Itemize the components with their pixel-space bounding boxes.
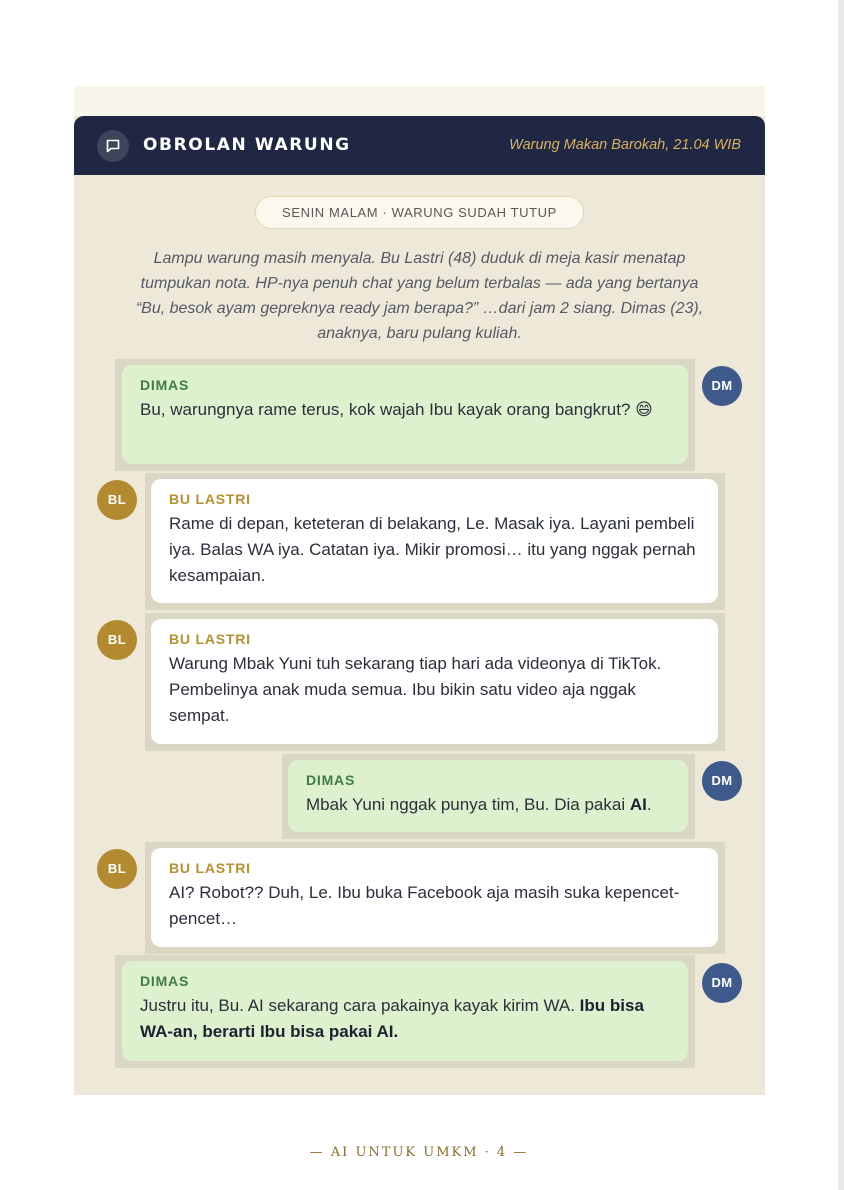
- avatar-bu-lastri: BL: [97, 849, 137, 889]
- message-sender: DIMAS: [140, 377, 190, 393]
- page-footer: — AI UNTUK UMKM · 4 —: [309, 1145, 529, 1160]
- message-sender: DIMAS: [140, 973, 190, 989]
- panel-top-strip: [74, 86, 765, 116]
- emphasis-text: Ibu bisa WA-an, berarti Ibu bisa pakai AI.: [140, 996, 644, 1041]
- date-pill: SENIN MALAM · WARUNG SUDAH TUTUP: [255, 196, 584, 229]
- avatar-dimas: DM: [702, 963, 742, 1003]
- message-text: AI? Robot?? Duh, Le. Ibu buka Facebook aja masih suka kepencet-pencet…: [169, 883, 680, 928]
- message-sender: BU LASTRI: [169, 860, 251, 876]
- chat-icon: [97, 130, 129, 162]
- chat-header: [74, 116, 765, 175]
- chat-panel: [74, 86, 765, 1095]
- page-edge: [838, 0, 844, 1190]
- message-text: Justru itu, Bu. AI sekarang cara pakainya kayak kirim WA. Ibu bisa WA-an, berarti Ibu bisa pakai AI.: [140, 996, 644, 1041]
- message-bubble-dimas: [122, 961, 688, 1061]
- message-row-bu-lastri: [145, 473, 725, 610]
- message-sender: BU LASTRI: [169, 631, 251, 647]
- message-bubble-bu-lastri: [151, 479, 718, 603]
- narration: Lampu warung masih menyala. Bu Lastri (48) duduk di meja kasir menatap tumpukan nota. HP-nya penuh chat yang belum terbalas — ada yang bertanya “Bu, besok ayam gepreknya ready jam berapa?” …dari jam 2 siang. Dimas (23), anaknya, baru pulang kuliah.: [135, 250, 704, 342]
- message-row-dimas: [115, 955, 695, 1068]
- message-text: Mbak Yuni nggak punya tim, Bu. Dia pakai AI.: [306, 795, 652, 814]
- message-text: Warung Mbak Yuni tuh sekarang tiap hari ada videonya di TikTok. Pembelinya anak muda semua. Ibu bikin satu video aja nggak sempat.: [169, 654, 662, 725]
- message-row-dimas: [115, 359, 695, 471]
- message-sender: DIMAS: [306, 772, 356, 788]
- message-row-dimas: [282, 754, 695, 839]
- message-bubble-dimas: [122, 365, 688, 464]
- message-bubble-dimas: [288, 760, 688, 832]
- avatar-bu-lastri: BL: [97, 620, 137, 660]
- emphasis-text: AI: [629, 795, 647, 814]
- avatar-bu-lastri: BL: [97, 480, 137, 520]
- avatar-dimas: DM: [702, 761, 742, 801]
- message-bubble-bu-lastri: [151, 619, 718, 744]
- chat-title: OBROLAN WARUNG: [143, 135, 351, 155]
- message-sender: BU LASTRI: [169, 491, 251, 507]
- message-text: Bu, warungnya rame terus, kok wajah Ibu kayak orang bangkrut? 😄: [140, 400, 653, 419]
- message-text: Rame di depan, keteteran di belakang, Le. Masak iya. Layani pembeli iya. Balas WA iya. Catatan iya. Mikir promosi… itu yang nggak pernah kesampaian.: [169, 514, 696, 585]
- chat-meta: Warung Makan Barokah, 21.04 WIB: [509, 137, 741, 153]
- message-row-bu-lastri: [145, 613, 725, 751]
- avatar-dimas: DM: [702, 366, 742, 406]
- message-row-bu-lastri: [145, 842, 725, 954]
- message-bubble-bu-lastri: [151, 848, 718, 947]
